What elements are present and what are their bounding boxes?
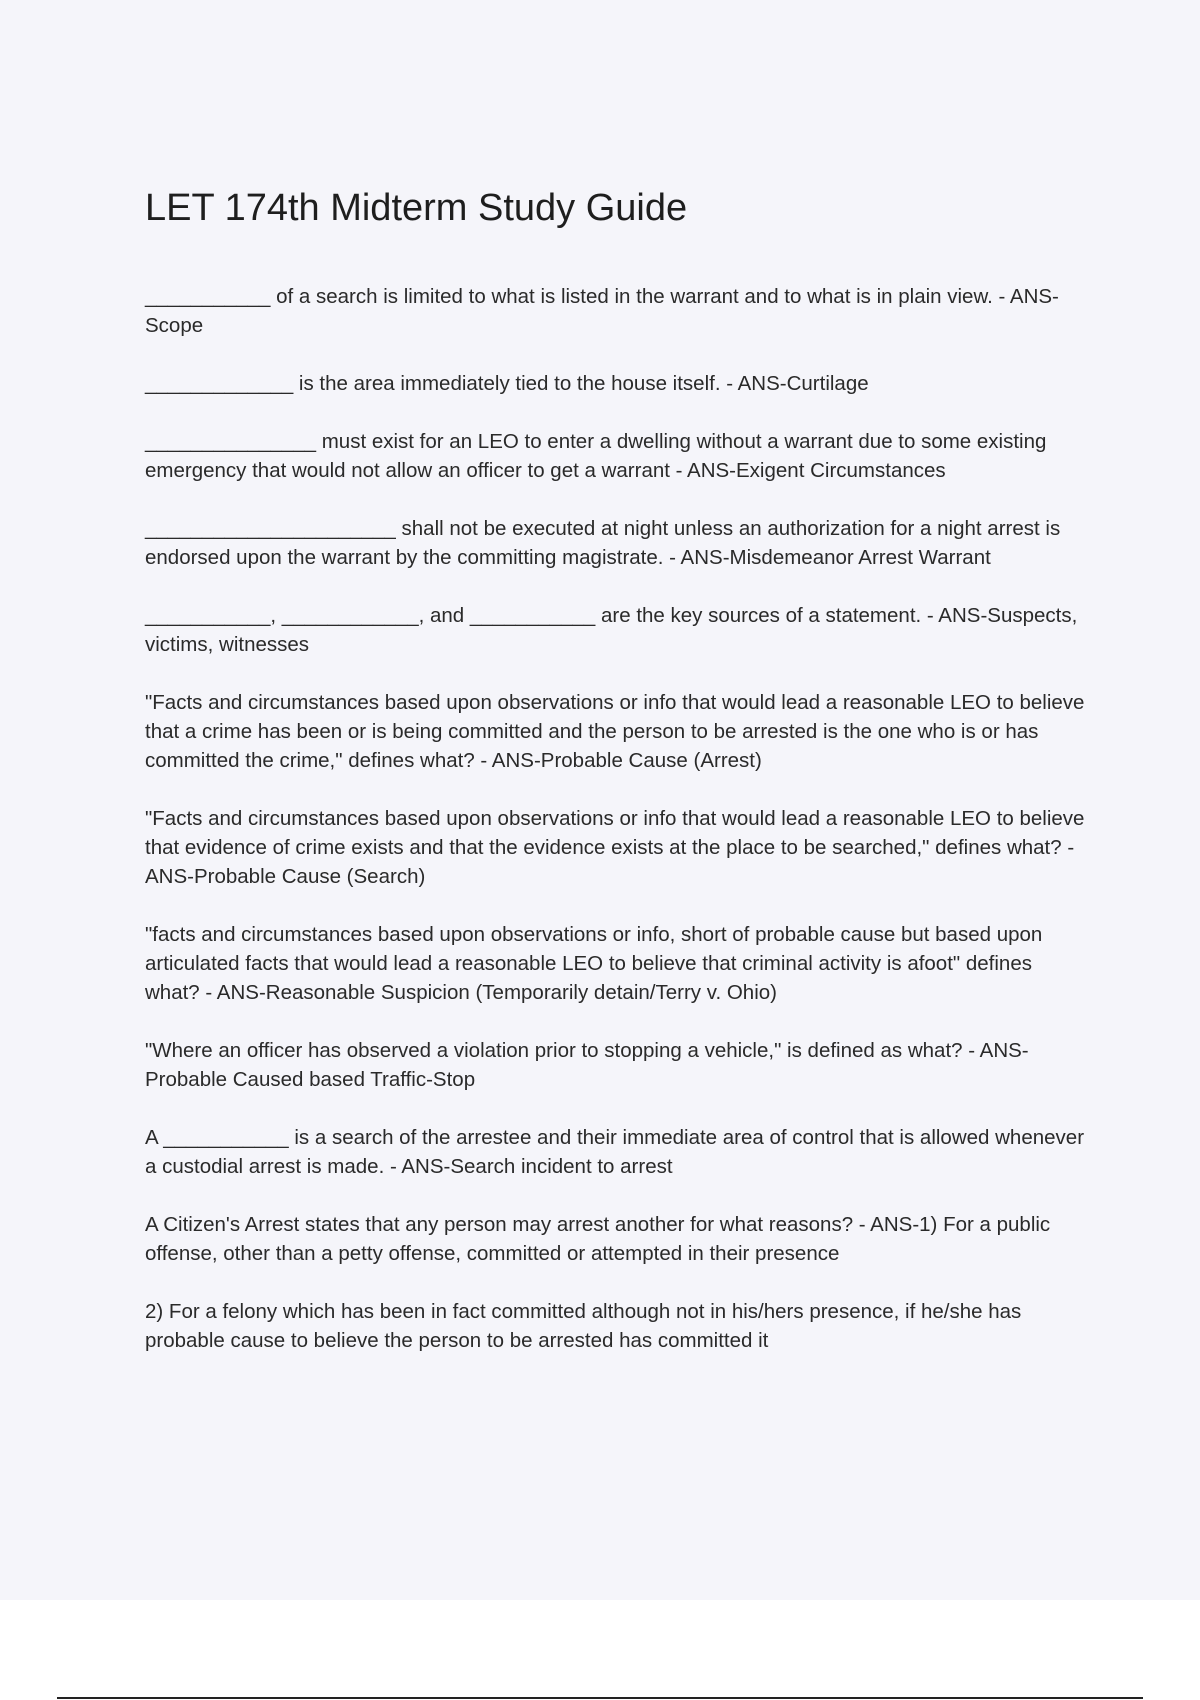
document-content — [145, 180, 1090, 1384]
document-title: LET 174th Midterm Study Guide — [145, 187, 688, 229]
qa-item: "Where an officer has observed a violation prior to stopping a vehicle," is defined as what? - ANS-Probable Caused based Traffic-Stop — [145, 1039, 1029, 1091]
qa-item: ___________, ____________, and ___________ are the key sources of a statement. - ANS-Suspects, victims, witnesses — [145, 604, 1078, 656]
qa-item: "facts and circumstances based upon observations or info, short of probable cause but based upon articulated facts that would lead a reasonable LEO to believe that criminal activity is afoot" defines what? - ANS-Reasonable Suspicion (Temporarily detain/Terry v. Ohio) — [145, 923, 1043, 1004]
qa-item: "Facts and circumstances based upon observations or info that would lead a reasonable LEO to believe that evidence of crime exists and that the evidence exists at the place to be searched," defines what? - ANS-Probable Cause (Search) — [145, 807, 1085, 888]
qa-item: _______________ must exist for an LEO to enter a dwelling without a warrant due to some existing emergency that would not allow an officer to get a warrant - ANS-Exigent Circumstances — [145, 430, 1047, 482]
qa-item: ___________ of a search is limited to what is listed in the warrant and to what is in plain view. - ANS-Scope — [145, 285, 1059, 337]
qa-item: "Facts and circumstances based upon observations or info that would lead a reasonable LEO to believe that a crime has been or is being committed and the person to be arrested is the one who is or has committed the crime," defines what? - ANS-Probable Cause (Arrest) — [145, 691, 1085, 772]
qa-item: A ___________ is a search of the arrestee and their immediate area of control that is allowed whenever a custodial arrest is made. - ANS-Search incident to arrest — [145, 1126, 1085, 1178]
footer-divider — [57, 1697, 1143, 1699]
qa-item: ______________________ shall not be executed at night unless an authorization for a night arrest is endorsed upon the warrant by the committing magistrate. - ANS-Misdemeanor Arrest Warrant — [145, 517, 1061, 569]
qa-item: _____________ is the area immediately tied to the house itself. - ANS-Curtilage — [145, 372, 869, 395]
qa-item: 2) For a felony which has been in fact committed although not in his/hers presence, if he/she has probable cause to believe the person to be arrested has committed it — [145, 1300, 1022, 1352]
qa-item: A Citizen's Arrest states that any person may arrest another for what reasons? - ANS-1) For a public offense, other than a petty offense, committed or attempted in their presence — [145, 1213, 1051, 1265]
